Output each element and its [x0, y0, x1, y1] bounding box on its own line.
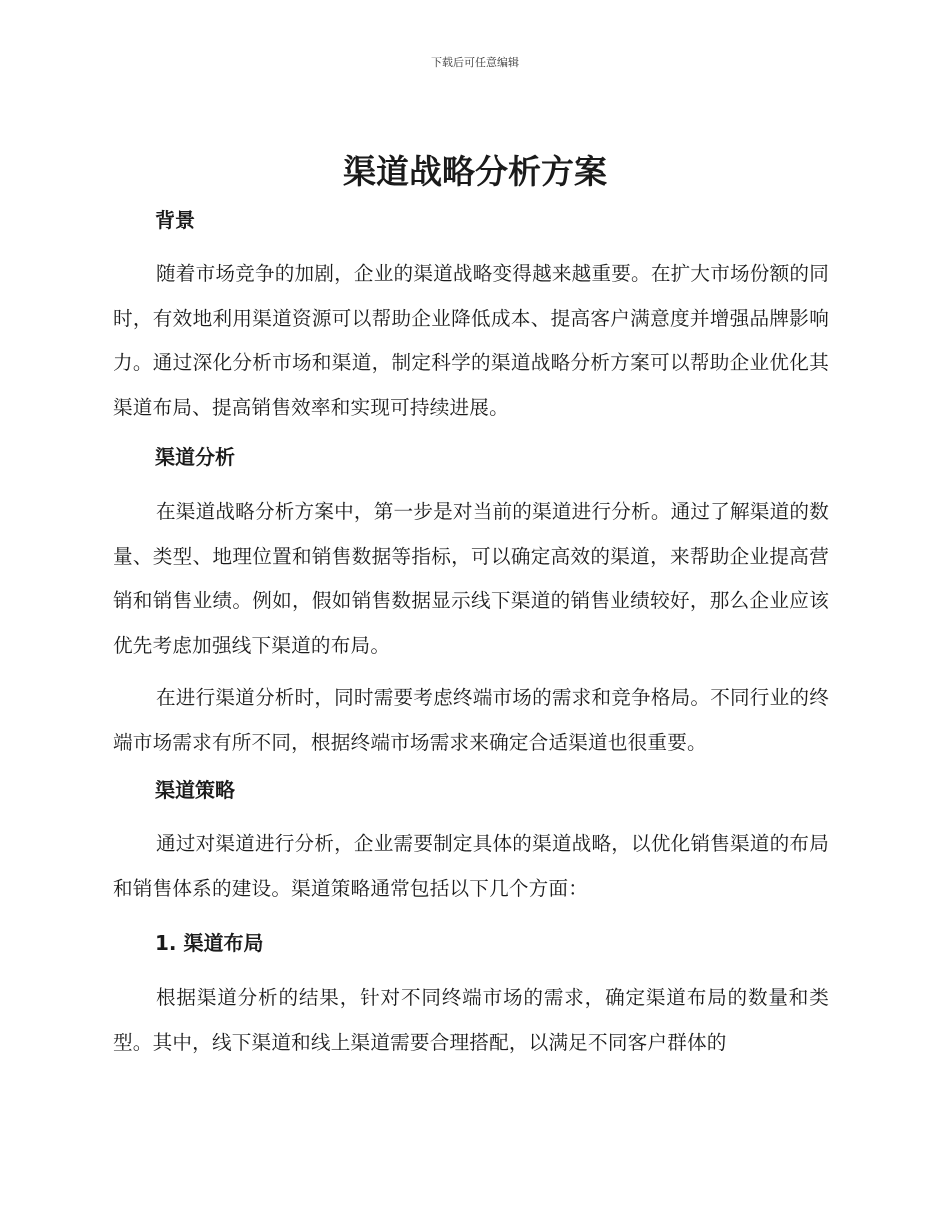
- background-paragraph: 随着市场竞争的加剧，企业的渠道战略变得越来越重要。在扩大市场份额的同时，有效地利用渠道资源可以帮助企业降低成本、提高客户满意度并增强品牌影响力。通过深化分析市场和渠道，制定科学的渠道战略分析方案可以帮助企业优化其渠道布局、提高销售效率和实现可持续进展。: [113, 262, 829, 419]
- document-title: 渠道战略分析方案: [343, 152, 607, 191]
- section-heading-channel-analysis: 渠道分析: [155, 445, 235, 469]
- section-heading-channel-layout: 1. 渠道布局: [155, 931, 264, 955]
- channel-analysis-paragraph-1: 在渠道战略分析方案中，第一步是对当前的渠道进行分析。通过了解渠道的数量、类型、地理位置和销售数据等指标，可以确定高效的渠道，来帮助企业提高营销和销售业绩。例如，假如销售数据显示线下渠道的销售业绩较好，那么企业应该优先考虑加强线下渠道的布局。: [113, 500, 829, 657]
- section-heading-background: 背景: [155, 208, 195, 232]
- channel-analysis-paragraph-2: 在进行渠道分析时，同时需要考虑终端市场的需求和竞争格局。不同行业的终端市场需求有所不同，根据终端市场需求来确定合适渠道也很重要。: [113, 686, 829, 754]
- page-header-note: 下载后可任意编辑: [431, 56, 519, 69]
- channel-layout-paragraph: 根据渠道分析的结果，针对不同终端市场的需求，确定渠道布局的数量和类型。其中，线下渠道和线上渠道需要合理搭配，以满足不同客户群体的: [113, 986, 829, 1054]
- channel-strategy-paragraph: 通过对渠道进行分析，企业需要制定具体的渠道战略，以优化销售渠道的布局和销售体系的建设。渠道策略通常包括以下几个方面：: [113, 832, 829, 900]
- section-heading-channel-strategy: 渠道策略: [155, 778, 235, 802]
